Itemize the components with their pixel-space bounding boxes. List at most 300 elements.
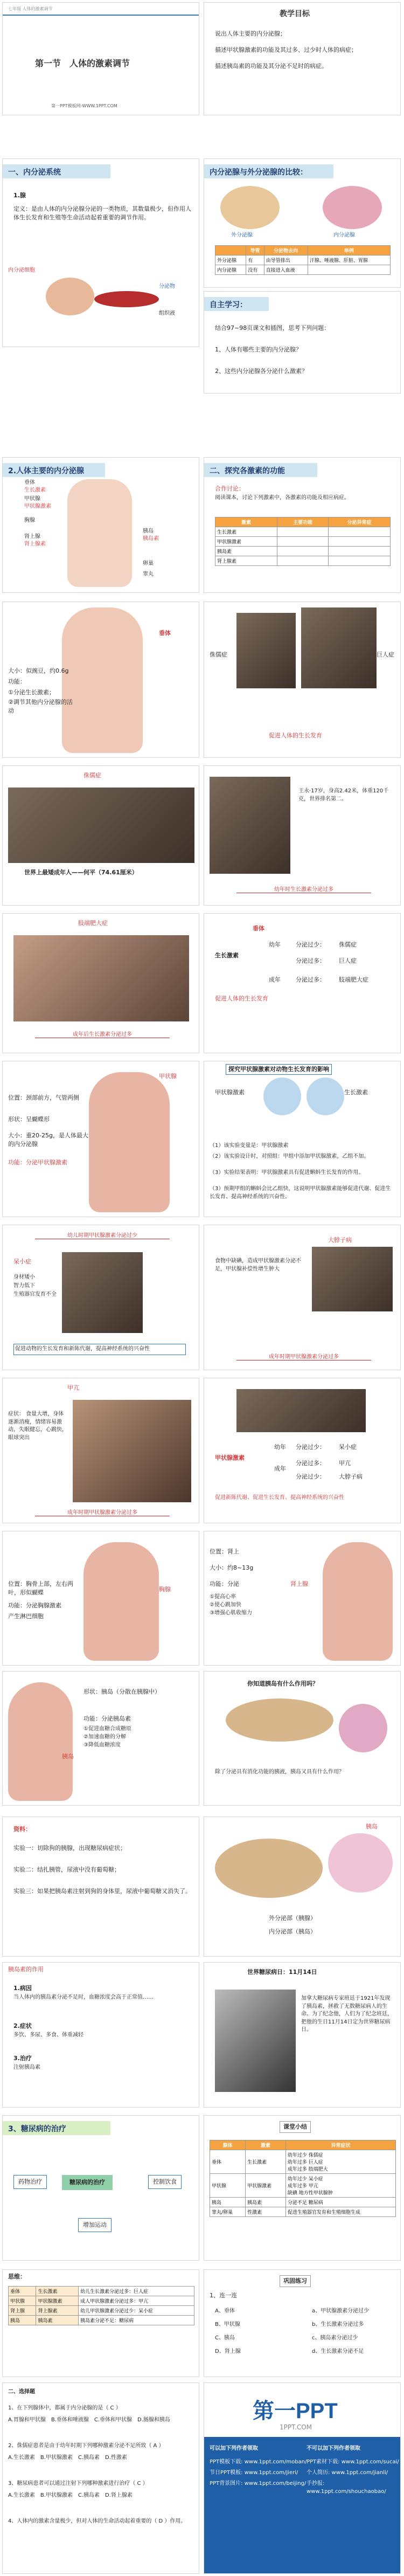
adrenal-line: ①提高心率	[210, 1594, 236, 1600]
thymus-line: 功能：分泌胸腺激素	[8, 1602, 61, 1609]
table-header-row	[210, 2140, 396, 2150]
hormone-name: 生长激素	[215, 952, 239, 959]
cretinism-desc: 身材矮小	[13, 1274, 35, 1280]
giantism-desc: 王永·17岁，身高2.42米，体重120千克，世界排名第二。	[298, 788, 389, 802]
pancreas-image	[226, 1698, 333, 1742]
gland-label: 垂体	[24, 480, 35, 486]
table-cell	[329, 556, 391, 566]
end-col-right[interactable]: 手抄报: www.1ppt.com/shouchaobao/	[307, 2481, 386, 2495]
table-cell: 胰岛素	[246, 2198, 286, 2207]
giantism-photo	[210, 777, 290, 874]
self-study-line: 2、这些内分泌腺各分泌什么激素？	[215, 368, 308, 375]
cretinism-photo	[62, 1252, 143, 1333]
table-row	[9, 2316, 194, 2325]
cell-illustration	[46, 278, 94, 315]
table-header: 分泌异常症	[329, 517, 391, 527]
experiment-title: 探究甲状腺激素对动物生长发育的影响	[226, 1064, 332, 1075]
gland-label: 甲状腺激素	[24, 503, 51, 509]
table-row	[9, 2296, 194, 2306]
row-result: 大脖子病	[339, 1473, 363, 1480]
islet-label: 胰岛	[62, 1753, 74, 1760]
table-cell	[277, 537, 328, 547]
experiment-result: （3）预期甲组的蝌蚪会比乙组快，这说明甲状腺激素能够促进代谢、促进生长发育、提高神经系统的兴奋性。	[210, 1186, 391, 1200]
table-cell	[329, 537, 391, 547]
gland-name: 甲状腺激素	[215, 1454, 245, 1461]
goiter-photo	[312, 1247, 393, 1311]
row-condition: 分泌过多：	[296, 957, 325, 964]
row-result: 侏儒症	[339, 941, 357, 948]
endocrine-image	[323, 186, 382, 229]
slide-main-glands	[2, 457, 199, 593]
slide-class-summary	[204, 2115, 401, 2261]
table-cell	[329, 527, 391, 537]
table-header	[215, 246, 246, 255]
goal-2: 描述甲状腺激素的功能及其过多、过少时人体的病症；	[215, 46, 357, 53]
beaker-right	[307, 1078, 344, 1115]
body-figure	[67, 479, 132, 587]
table-cell: 胰岛素	[215, 547, 277, 556]
question-line: A.生长激素 B.甲状腺激素 C.胰岛素 D.肾上腺素	[8, 2492, 133, 2498]
table-cell: 甲状腺激素	[215, 537, 277, 547]
thyroid-line: 大小：重20-25g，是人体最大的内分泌腺	[8, 1132, 88, 1148]
gland-label: 胰岛	[143, 528, 154, 534]
table-header: 分泌物去向	[264, 246, 308, 255]
pituitary-bullet: ②调节其他内分泌腺的活动	[8, 699, 73, 714]
slide-thyroid-experiment	[204, 1061, 401, 1217]
slide-growth-summary	[204, 913, 401, 1053]
explore-header: 二、探究各激素的功能	[204, 463, 317, 477]
slide-adrenal	[204, 1531, 401, 1666]
row-result: 巨人症	[339, 957, 357, 964]
label-endocrine-cell: 内分泌细胞	[8, 267, 35, 273]
end-col-right: 不可以加下列作者领取	[307, 2446, 360, 2451]
question-line: 二、选择题	[8, 2389, 35, 2395]
growth-function: 促进人体的生长发育	[269, 732, 322, 739]
treatment-right[interactable]: 控制饮食	[148, 2175, 182, 2189]
materials-title: 资料：	[13, 1826, 31, 1833]
slide-acromegaly	[2, 913, 199, 1053]
hyper-title: 甲亢	[67, 1384, 79, 1391]
thyroid-summary-photo	[236, 1389, 366, 1432]
table-cell: 垂体	[210, 2150, 246, 2174]
slide-pancreas-parts	[204, 1817, 401, 1957]
question-line: A.生长激素 B.甲状腺激素 C.胰岛素 D.性激素	[8, 2455, 127, 2461]
gland-label: 胸腺	[24, 517, 35, 523]
row-condition: 分泌过多：	[296, 1460, 325, 1467]
gland-heading: 1.腺	[13, 192, 26, 199]
insulin-line: 2.症状	[13, 2022, 32, 2029]
practice-sub: 1、连一连	[210, 2292, 237, 2299]
table-row	[210, 2207, 396, 2217]
table-cell: 垂体	[9, 2287, 36, 2296]
table-header: 异常症状	[285, 2140, 395, 2150]
table-cell: 由导管排出	[264, 255, 308, 265]
practice-title: 巩固练习	[280, 2275, 311, 2287]
insulin-line: 1.病因	[13, 1985, 32, 1992]
slide-goals	[204, 2, 401, 115]
materials-line: 实验三：如果把胰岛素注射到狗的身体里，尿液中葡萄糖又消失了。	[13, 1888, 191, 1895]
slide-mindmap	[2, 2269, 199, 2377]
adrenal-line: ③增强心肌收缩力	[210, 1610, 252, 1616]
experiment-result: （3）实验结果表明：甲状腺激素具有促进蝌蚪生长发育的作用。	[210, 1170, 364, 1176]
slide-islets	[2, 1671, 199, 1806]
row-condition: 分泌过少：	[296, 941, 325, 948]
slide-materials	[2, 1817, 199, 1957]
table-header-row	[215, 246, 391, 255]
banting-photo	[215, 1990, 296, 2092]
match-left[interactable]: C、胰岛	[215, 2335, 235, 2341]
end-col-left[interactable]: PPT模板下载: www.1ppt.com/moban/	[210, 2459, 307, 2465]
dwarfism-photo	[8, 788, 194, 863]
main-glands-header: 2.人体主要的内分泌腺	[3, 463, 105, 477]
table-cell: 胰岛素分泌不足：糖尿病	[79, 2316, 194, 2325]
row-condition: 分泌过少：	[296, 1473, 325, 1480]
table-cell	[277, 527, 328, 537]
experiment-result: （2）该实验设计时，对照组：甲组中添加甲状腺激素，乙组不加。	[210, 1154, 370, 1159]
endocrine-label: 内分泌腺	[333, 232, 355, 238]
thymus-label: 胸腺	[159, 1586, 171, 1593]
row-result: 呆小症	[339, 1444, 357, 1451]
cretinism-name: 呆小症	[13, 1258, 31, 1265]
giant-photo	[301, 607, 377, 688]
label-secretion: 分泌物	[159, 284, 175, 289]
match-left[interactable]: D、肾上腺	[215, 2349, 241, 2354]
slide-diabetes-day	[204, 1962, 401, 2108]
table-row	[215, 556, 391, 566]
dwarfism-title: 侏儒症	[83, 772, 101, 779]
mindmap-table	[8, 2286, 194, 2325]
self-study-header: 自主学习：	[204, 297, 269, 311]
match-right[interactable]: d、生长激素分泌不足	[312, 2349, 364, 2354]
table-cell: 幼儿生长激素分泌过多：巨人症	[79, 2287, 194, 2296]
dwarfism-caption: 世界上最矮成年人——何平（74.61厘米）	[24, 869, 138, 876]
table-header: 举例	[308, 246, 390, 255]
islet-question: 你知道胰岛有什么作用吗？	[247, 1680, 318, 1687]
label-tissue-fluid: 组织液	[159, 310, 175, 316]
table-cell: 生长激素	[36, 2287, 79, 2296]
insulin-line: 注射胰岛素	[13, 2064, 40, 2070]
materials-line: 实验一：切除狗的胰腺，出现糖尿病症状；	[13, 1845, 126, 1852]
question-line: 1、在下列腺体中，都属于内分泌腺的是（ C ）	[8, 2405, 121, 2411]
row-stage: 成年	[274, 1465, 286, 1472]
slide-choice-questions	[2, 2382, 199, 2574]
slide-insulin-action	[2, 1962, 199, 2108]
dwarf-photo	[236, 613, 296, 688]
thyroid-line: 形状：呈蝴蝶形	[8, 1116, 50, 1123]
insulin-line: 3.治疗	[13, 2055, 32, 2062]
title-footer: 第一PPT模板网-WWW.1PPT.COM	[51, 103, 117, 108]
table-row	[210, 2150, 396, 2174]
slide-giantism	[204, 765, 401, 906]
row-stage: 幼年	[274, 1444, 286, 1451]
table-row	[9, 2306, 194, 2316]
definition: 定义：是由人体的内分泌腺分泌的一类物质，其数量极少，但作用人体生长发育和生殖等生命活动起着重要的调节作用。	[13, 205, 191, 221]
table-row	[215, 537, 391, 547]
slide-pituitary	[2, 602, 199, 758]
pituitary-bullet: ①分泌生长激素；	[8, 689, 55, 696]
end-band	[204, 2437, 401, 2574]
table-cell: 甲状腺	[210, 2174, 246, 2198]
materials-line: 实验二：结扎胰管，尿液中没有葡萄糖；	[13, 1866, 120, 1873]
thyroid-line: 位置：颈部前方，气管两侧	[8, 1094, 79, 1101]
slide-diabetes-treatment	[2, 2115, 199, 2261]
table-header: 腺体	[210, 2140, 246, 2150]
slide-end	[204, 2382, 401, 2574]
table-header: 激素	[246, 2140, 286, 2150]
adrenal-line: 大小：约8~13g	[210, 1564, 254, 1571]
gland-label: 肾上腺素	[24, 541, 46, 547]
title-text: 第一节 人体的激素调节	[35, 58, 130, 68]
table-cell	[277, 556, 328, 566]
table-cell	[277, 547, 328, 556]
cretinism-func: 促进动物的生长发育和新陈代谢，提高神经系统的兴奋性	[13, 1344, 186, 1355]
treatment-header: 3、糖尿病的治疗	[3, 2121, 110, 2135]
match-right[interactable]: c、胰岛素分泌过少	[312, 2335, 358, 2341]
slide-self-study	[204, 291, 401, 393]
table-cell	[308, 265, 390, 275]
table-row	[215, 547, 391, 556]
exocrine-label: 外分泌腺	[231, 232, 253, 238]
gland-label: 胰岛素	[143, 536, 159, 542]
end-col-left[interactable]: 节日PPT模板: www.1ppt.com/jieri/	[210, 2470, 298, 2476]
table-cell: 胰岛	[210, 2198, 246, 2207]
thyroid-line: 功能：分泌甲状腺激素	[8, 1159, 67, 1166]
table-header: 导管	[246, 246, 264, 255]
goiter-desc: 食物中缺碘，造成甲状腺激素分泌不足，甲状腺补偿性增生肿大	[215, 1258, 301, 1272]
islet-line: ③降低血糖浓度	[83, 1742, 121, 1748]
row-stage: 幼年	[269, 941, 281, 948]
question-line: 3、糖尿病患者可以通过注射下列哪种激素进行治疗（ C ）	[8, 2481, 148, 2487]
thymus-figure	[83, 1542, 159, 1661]
giant-label: 巨人症	[377, 651, 394, 658]
gland-label: 肾上腺	[24, 534, 40, 540]
table-header: 主要功能	[277, 517, 328, 527]
summary-title: 课堂小结	[280, 2121, 311, 2133]
table-cell: 性激素	[246, 2207, 286, 2217]
experiment-result: （1）该实验变量是：甲状腺激素	[210, 1143, 289, 1149]
adrenal-figure	[323, 1542, 393, 1661]
table-cell: 内分泌腺	[215, 265, 246, 275]
end-col-left: 可以加下列作者领取	[210, 2446, 258, 2451]
thymus-line: 位置：胸骨上部，左右两叶，形似蝴蝶	[8, 1580, 73, 1596]
slide-gland-comparison	[204, 158, 401, 288]
goiter-caption: 成年时期甲状腺激素分泌过多	[236, 1352, 371, 1360]
slide-thyroid	[2, 1061, 199, 1217]
table-cell: 有	[246, 255, 264, 265]
match-left[interactable]: B、甲状腺	[215, 2322, 240, 2328]
diabetes-day-text: 加拿大糖尿病专家班廷于1921年发现了胰岛素，拯救了无数糖尿病人的生命。为了纪念他，人们为了纪念班廷，把他的生日11月14日定为世界糖尿病日。	[301, 1995, 393, 2033]
experiment-right: 生长激素	[344, 1089, 368, 1096]
comparison-table	[215, 245, 391, 275]
question-line: A.胃腺和甲状腺 B.垂体和唾液腺 C.垂体和甲状腺 D.肠腺和胰岛	[8, 2417, 170, 2423]
table-cell: 汗腺、唾液腺、肝脏、胃腺	[308, 255, 390, 265]
islet-line: ②加速血糖的分解	[83, 1734, 126, 1740]
treatment-bottom[interactable]: 增加运动	[78, 2218, 112, 2232]
gland-name: 垂体	[253, 925, 264, 932]
table-row	[215, 265, 391, 275]
section-header: 一、内分泌系统	[3, 164, 110, 178]
slide-thyroid-summary	[204, 1378, 401, 1523]
head-figure	[62, 607, 143, 753]
table-cell: 幼儿甲状腺激素分泌过少：呆小症	[79, 2306, 194, 2316]
beaker-left	[263, 1078, 301, 1115]
table-row	[9, 2287, 194, 2296]
table-cell: 直接进入血液	[264, 265, 308, 275]
islet-answer: 除了分泌具有消化功能的胰液，胰岛又具有什么作用？	[215, 1769, 344, 1775]
table-cell: 生长激素	[215, 527, 277, 537]
vessel-illustration	[94, 291, 159, 307]
cretinism-desc: 智力低下	[13, 1283, 35, 1289]
end-logo: 第一PPT	[253, 2399, 338, 2423]
table-header: 激素	[215, 517, 277, 527]
match-right[interactable]: b、生长激素分泌过多	[312, 2322, 364, 2328]
insulin-title: 胰岛素的作用	[8, 1966, 44, 1973]
match-right[interactable]: a、甲状腺激素分泌过少	[312, 2308, 370, 2314]
insulin-line: 多饮、多尿、多食、体重减轻	[13, 2032, 83, 2038]
question-line: 4、人体内的激素含量极少，但对人体的生命活动起着重要的（ D ）作用。	[8, 2518, 186, 2524]
discussion-label: 合作讨论：	[215, 485, 245, 492]
table-row	[215, 255, 391, 265]
goiter-title: 大脖子病	[328, 1237, 352, 1244]
pituitary-func: 功能：	[8, 678, 26, 685]
table-cell: 成人甲状腺激素分泌过多：甲亢	[79, 2296, 194, 2306]
pituitary-label: 垂体	[159, 630, 171, 637]
table-cell: 甲状腺	[9, 2296, 36, 2306]
acromegaly-photo	[13, 935, 189, 1021]
table-cell: 睾丸/卵巢	[210, 2207, 246, 2217]
table-row	[210, 2174, 396, 2198]
islet-line: 形状：胰岛（分散在胰腺中）	[83, 1688, 161, 1695]
islet-tag: 胰岛	[366, 1823, 378, 1830]
row-result: 肢端肥大症	[339, 976, 368, 983]
end-col-right[interactable]: 个人简历: www.1ppt.com/jianli/	[307, 2470, 388, 2476]
table-cell: 胰岛	[9, 2316, 36, 2325]
thymus-line: 产生淋巴细胞	[8, 1613, 44, 1620]
gland-label: 卵巢	[143, 561, 154, 567]
pancreas-diagram	[215, 1839, 323, 1898]
table-cell: 肾上腺	[9, 2306, 36, 2316]
thyroid-label: 甲状腺	[159, 1073, 177, 1080]
table-cell: 胰岛素	[36, 2316, 79, 2325]
goal-1: 说出人体主要的内分泌腺；	[215, 30, 286, 37]
discussion-intro: 阅读课本，讨论下列激素中，各激素的功能及相应病症。	[215, 495, 350, 501]
summary-table	[210, 2140, 396, 2217]
pancreas-part: 内分泌部（胰岛）	[269, 1928, 316, 1935]
cretinism-desc: 生殖器官发育不全	[13, 1292, 57, 1297]
cretinism-title: 幼儿时期甲状腺激素分泌过少	[35, 1231, 170, 1239]
table-cell	[329, 547, 391, 556]
table-cell: 甲状腺激素	[246, 2174, 286, 2198]
comparison-header: 内分泌腺与外分泌腺的比较：	[204, 164, 333, 178]
acromegaly-caption: 成年后生长激素分泌过多	[35, 1030, 170, 1038]
table-row	[210, 2198, 396, 2207]
table-row	[215, 527, 391, 537]
table-cell: 甲状腺激素	[36, 2296, 79, 2306]
growth-func: 促进人体的生长发育	[215, 995, 268, 1002]
header-stripe	[3, 15, 199, 16]
insulin-line: 当人体内的胰岛素分泌不足时，血糖浓度会高于正常值……	[13, 1994, 154, 2000]
row-condition: 分泌过少：	[296, 1444, 325, 1451]
pancreas-part: 外分泌部（胰腺）	[269, 1915, 316, 1922]
table-cell: 生长激素	[246, 2150, 286, 2174]
islet-figure	[8, 1682, 73, 1801]
row-condition: 分泌过多：	[296, 976, 325, 983]
slide-cretinism	[2, 1225, 199, 1370]
self-study-line: 1、人体有哪些主要的内分泌腺？	[215, 346, 302, 353]
hyper-desc: 症状： 食量大增，身体逐渐消瘦，情绪容易激动，失眠健忘，心跳快，眼球突出	[8, 1411, 67, 1441]
treatment-center: 糖尿病的治疗	[62, 2175, 113, 2190]
adrenal-label: 肾上腺	[290, 1580, 308, 1587]
diabetes-day-title: 世界糖尿病日：11月14日	[247, 1969, 317, 1976]
end-col-right[interactable]: PPT素材下载: www.1ppt.com/sucai/	[307, 2459, 399, 2465]
gland-label: 甲状腺	[24, 496, 40, 502]
end-col-left[interactable]: PPT背景图片: www.1ppt.com/beijing/	[210, 2481, 307, 2487]
table-cell: 肾上腺素	[215, 556, 277, 566]
adrenal-line: 功能：分泌	[210, 1580, 239, 1587]
hyper-photo	[73, 1400, 191, 1502]
table-cell: 分泌不足 糖尿病	[285, 2198, 395, 2207]
table-cell: 没有	[246, 265, 264, 275]
slide-explore-hormones	[204, 457, 401, 593]
table-header-row	[215, 517, 391, 527]
table-cell: 促进生殖器官发育和生殖细胞生成	[285, 2207, 395, 2217]
pituitary-size: 大小：似豌豆，约0.6g	[8, 667, 69, 674]
slide-practice	[204, 2269, 401, 2377]
islet-line: 功能：分泌胰岛素	[83, 1715, 131, 1722]
slide-endocrine-system	[2, 158, 199, 347]
experiment-left: 甲状腺激素	[215, 1089, 245, 1096]
slide-goiter	[204, 1225, 401, 1370]
exocrine-image	[220, 186, 280, 229]
islet-diagram	[328, 1833, 393, 1893]
treatment-left[interactable]: 药物治疗	[13, 2175, 47, 2189]
hormone-table	[215, 517, 391, 566]
goals-title: 教学目标	[280, 10, 310, 18]
gland-label: 睾丸	[143, 571, 154, 577]
slide-thymus	[2, 1531, 199, 1666]
adrenal-line: ②使心跳加快	[210, 1602, 241, 1608]
neck-figure	[89, 1072, 170, 1212]
table-cell: 外分泌腺	[215, 255, 246, 265]
self-study-line: 结合97~98页课文和插图，思考下列问题：	[215, 324, 330, 332]
match-left[interactable]: A、垂体	[215, 2308, 235, 2314]
goal-3: 描述胰岛素的功能及其分泌不足时的病症。	[215, 63, 328, 70]
giantism-caption: 幼年时生长激素分泌过多	[236, 885, 371, 893]
table-cell: 幼年过少 侏儒症 幼年过多 巨人症 成年过多 肢端肥大	[285, 2150, 395, 2174]
acromegaly-title: 肢端肥大症	[78, 920, 108, 927]
slide-dwarf-giant	[204, 602, 401, 758]
slide-islet-question	[204, 1671, 401, 1806]
dwarf-label: 侏儒症	[210, 651, 227, 658]
end-sub: 1PPT.COM	[280, 2423, 312, 2431]
table-cell: 幼年过少 呆小症 成年过多 甲亢 缺碘 地方性甲状腺肿	[285, 2174, 395, 2198]
table-cell: 肾上腺素	[36, 2306, 79, 2316]
mindmap-title: 思维：	[8, 2273, 26, 2280]
slide-title	[2, 2, 199, 115]
row-stage: 成年	[269, 976, 281, 983]
slide-dwarfism	[2, 765, 199, 906]
adrenal-line: 位置：肾上	[210, 1548, 239, 1555]
title-tag: 七年级 人体的激素调节	[8, 6, 53, 11]
islet-line: ①促进血糖合成糖原	[83, 1726, 131, 1732]
hyper-caption: 成年时期甲状腺激素分泌过多	[35, 1508, 170, 1516]
thyroid-func: 促进新陈代谢、促进生长发育、提高神经系统的兴奋性	[215, 1495, 344, 1501]
row-result: 甲亢	[339, 1460, 351, 1467]
question-line: 2、侏儒症患者是由于幼年时期下列哪种激素分泌不足所致（ A ）	[8, 2443, 164, 2449]
gland-label: 生长激素	[24, 487, 46, 493]
slide-hyperthyroid	[2, 1378, 199, 1523]
islet-image	[339, 1704, 387, 1752]
